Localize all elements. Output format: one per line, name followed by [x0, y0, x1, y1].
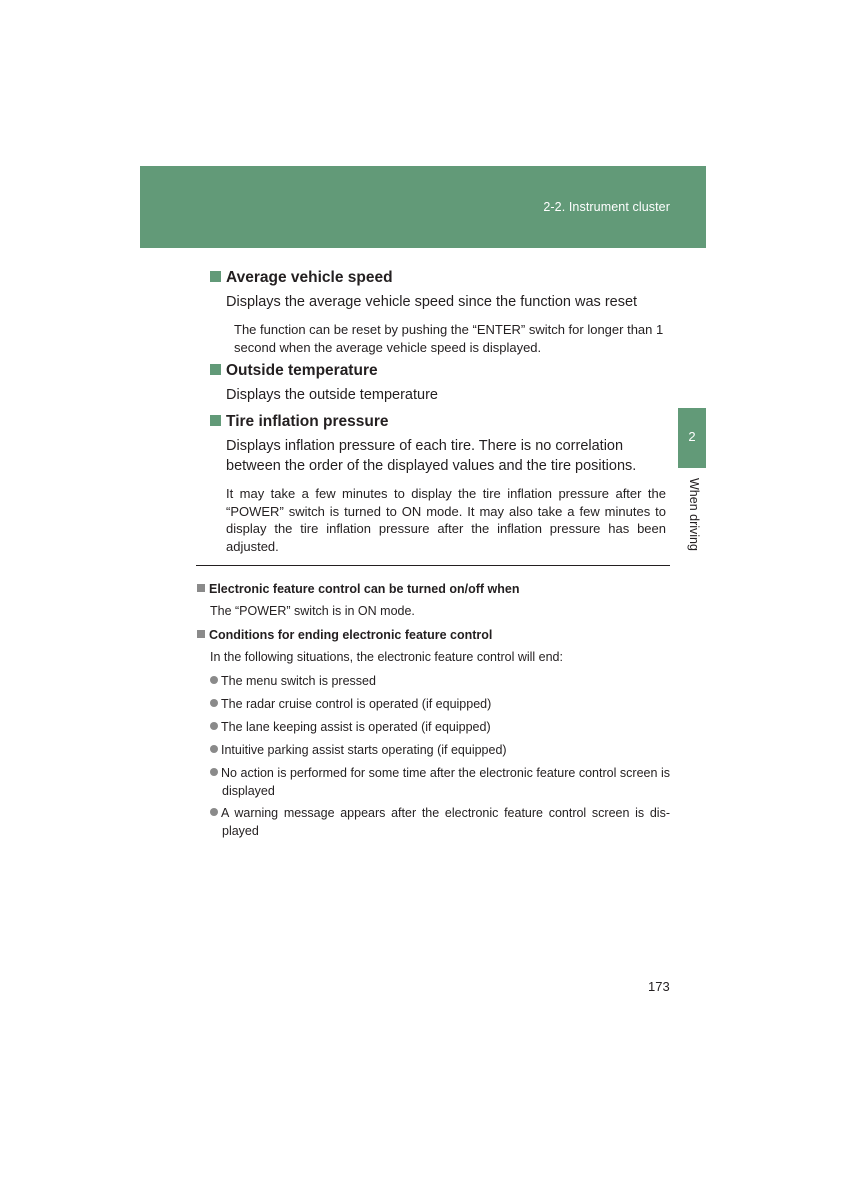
- circle-bullet-icon: [210, 808, 218, 816]
- note-text-on-off: The “POWER” switch is in ON mode.: [210, 604, 415, 618]
- circle-bullet-icon: [210, 722, 218, 730]
- chapter-label: When driving: [687, 478, 701, 551]
- list-item: No action is performed for some time after the electronic feature control screen is displayed: [210, 765, 670, 800]
- circle-bullet-icon: [210, 745, 218, 753]
- desc-tire-pressure: Displays inflation pressure of each tire. There is no correlation between the order of the displayed values and the tire positions.: [226, 438, 637, 474]
- chapter-tab: [678, 408, 706, 468]
- chapter-header-band: [140, 166, 706, 248]
- square-bullet-icon: [197, 630, 205, 638]
- note-text-ending-intro: In the following situations, the electronic feature control will end:: [210, 650, 563, 664]
- circle-bullet-icon: [210, 768, 218, 776]
- note-heading-on-off: Electronic feature control can be turned on/off when: [197, 582, 519, 596]
- note-heading-ending: Conditions for ending electronic feature control: [197, 628, 492, 642]
- square-bullet-icon: [210, 415, 221, 426]
- square-bullet-icon: [210, 364, 221, 375]
- list-item: A warning message appears after the electronic feature control screen is dis-played: [210, 805, 670, 840]
- circle-bullet-icon: [210, 676, 218, 684]
- circle-bullet-icon: [210, 699, 218, 707]
- chapter-number: 2: [688, 429, 696, 444]
- section-divider: [196, 565, 670, 566]
- heading-outside-temp: Outside temperature: [210, 362, 378, 380]
- square-bullet-icon: [210, 271, 221, 282]
- list-item: The menu switch is pressed: [210, 673, 670, 691]
- heading-average-speed: Average vehicle speed: [210, 269, 393, 287]
- page-number: 173: [648, 979, 670, 994]
- note-tire-pressure: It may take a few minutes to display the tire inflation pressure after the “POWER” switch is turned to ON mode. It may also take a few minutes to display the tire inflation pressure after the inflation pressure has been adjusted.: [226, 486, 666, 554]
- list-item: Intuitive parking assist starts operating (if equipped): [210, 742, 670, 760]
- list-item: The radar cruise control is operated (if equipped): [210, 696, 670, 714]
- heading-tire-pressure: Tire inflation pressure: [210, 413, 389, 431]
- desc-average-speed: Displays the average vehicle speed since the function was reset: [226, 294, 638, 310]
- note-average-speed: The function can be reset by pushing the “ENTER” switch for longer than 1 second when the average vehicle speed is displayed.: [234, 322, 664, 355]
- section-title: 2-2. Instrument cluster: [543, 200, 670, 214]
- square-bullet-icon: [197, 584, 205, 592]
- desc-outside-temp: Displays the outside temperature: [226, 387, 438, 403]
- list-item: The lane keeping assist is operated (if equipped): [210, 719, 670, 737]
